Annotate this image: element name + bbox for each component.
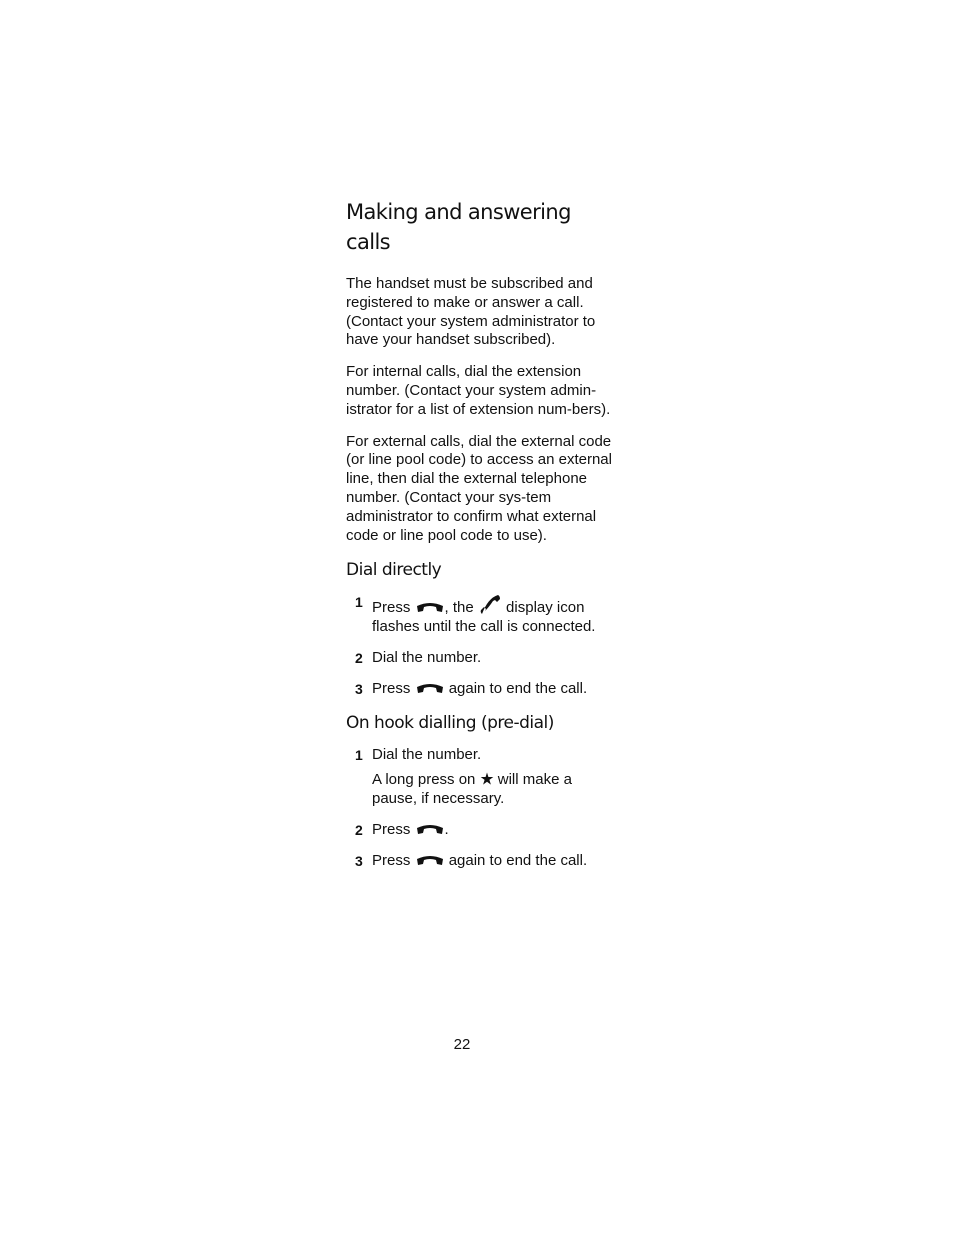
list-item: 2 Press . (355, 820, 449, 838)
list-item: 1 Press , the display icon flashes until the call is connected. (355, 594, 596, 636)
step-number: 1 (355, 746, 363, 763)
call-key-icon (415, 601, 445, 615)
page-content (346, 197, 614, 883)
step-number: 1 (355, 594, 363, 611)
step-note: A long press on will make a pause, if necessary. (372, 771, 572, 808)
step-number: 2 (355, 649, 363, 666)
list-item: 1 Dial the number. A long press on will make a pause, if necessary. (346, 746, 614, 809)
step-number: 2 (355, 821, 363, 838)
intro-paragraph: For internal calls, dial the extension number. (Contact your system admin-istrator for a list of extension num-bers). (346, 363, 611, 418)
dial-directly-steps (346, 593, 614, 698)
call-key-icon (415, 682, 445, 696)
list-item: 2 Dial the number. (355, 648, 482, 666)
step-number: 3 (355, 852, 363, 869)
intro-paragraph: The handset must be subscribed and registered to make or answer a call. (Contact your system administrator to have your handset subscribed). (346, 275, 596, 349)
page-number: 22 (453, 1036, 471, 1053)
section-heading-on-hook-dialling: On hook dialling (pre-dial) (346, 712, 554, 733)
list-item: 3 Press again to end the call. (355, 851, 588, 869)
handset-display-icon (478, 593, 502, 617)
step-number: 3 (355, 680, 363, 697)
page-title: Making and answering calls (346, 200, 571, 254)
on-hook-steps (346, 746, 614, 871)
call-key-icon (415, 823, 445, 837)
intro-paragraph: For external calls, dial the external code (or line pool code) to access an external line, then dial the external telephone number. (Contact your sys-tem administrator to confirm what external code or line pool code to use). (346, 432, 612, 544)
star-key-icon (480, 772, 494, 786)
call-key-icon (415, 854, 445, 868)
section-heading-dial-directly: Dial directly (346, 560, 442, 581)
list-item: 3 Press again to end the call. (355, 679, 588, 697)
